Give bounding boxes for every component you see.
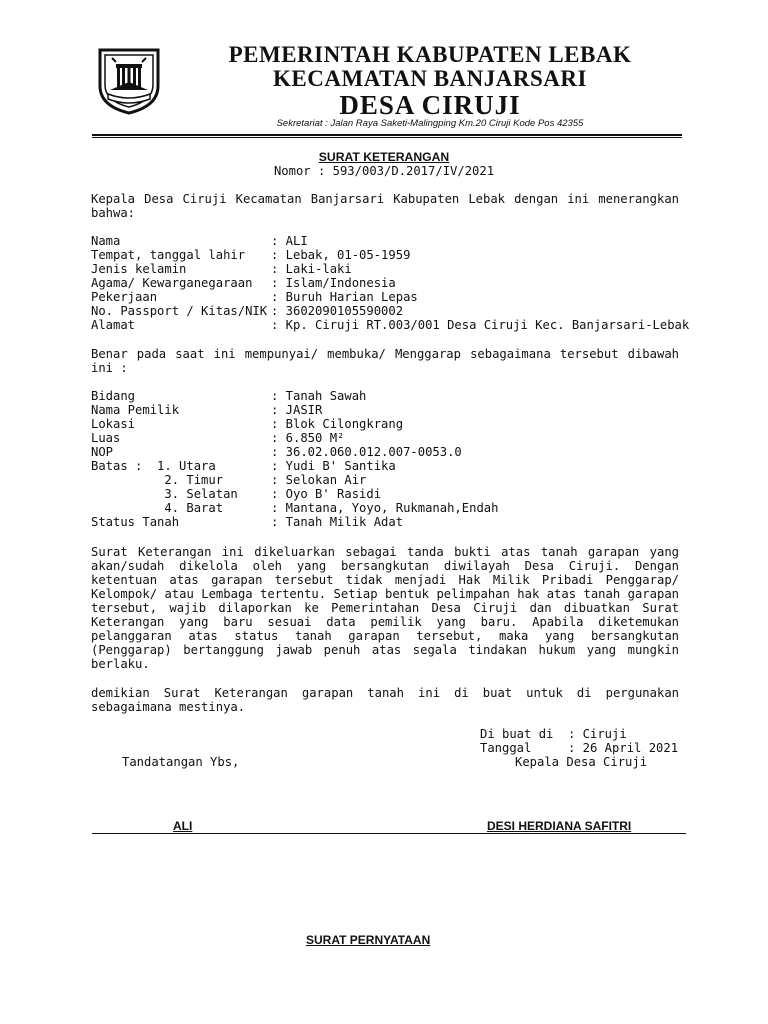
signer-left-caption: Tandatangan Ybs, <box>122 755 240 769</box>
land-row <box>91 501 691 515</box>
header-line-2: KECAMATAN BANJARSARI <box>273 66 587 91</box>
land-row <box>91 459 691 473</box>
identity-row <box>91 248 691 262</box>
land-row <box>91 487 691 501</box>
intro-paragraph: Kepala Desa Ciruji Kecamatan Banjarsari Kabupaten Lebak dengan ini menerangkan bahwa: <box>91 192 679 220</box>
identity-row <box>91 276 691 290</box>
row-value: : Tanah Sawah <box>271 389 367 403</box>
identity-row <box>91 290 691 304</box>
row-label: NOP <box>91 445 114 459</box>
date-label: Tanggal <box>480 741 532 755</box>
row-value: : Kp. Ciruji RT.003/001 Desa Ciruji Kec. Banjarsari-Lebak <box>271 318 690 332</box>
header-rule <box>92 134 682 136</box>
header-rule-thin <box>92 137 682 138</box>
row-label: Nama Pemilik <box>91 403 180 417</box>
row-label: Status Tanah <box>91 515 180 529</box>
row-label: No. Passport / Kitas/NIK <box>91 304 268 318</box>
header-line-3: DESA CIRUJI <box>339 90 521 120</box>
row-value: : Laki-laki <box>271 262 352 276</box>
land-row <box>91 515 691 529</box>
place-value: : Ciruji <box>568 727 627 741</box>
row-value: : Yudi B' Santika <box>271 459 396 473</box>
row-label: Tempat, tanggal lahir <box>91 248 246 262</box>
signer-left-name: ALI <box>173 819 193 833</box>
row-label: Alamat <box>91 318 136 332</box>
row-value: : Buruh Harian Lepas <box>271 290 418 304</box>
secretariat-address: Sekretariat : Jalan Raya Saketi-Malingping Km.20 Ciruji Kode Pos 42355 <box>276 118 584 129</box>
row-label: Lokasi <box>91 417 136 431</box>
row-label: Luas <box>91 431 121 445</box>
document-title: SURAT KETERANGAN <box>318 150 450 164</box>
header-line-1: PEMERINTAH KABUPATEN LEBAK <box>228 42 632 67</box>
document-number: Nomor : 593/003/D.2017/IV/2021 <box>273 164 495 178</box>
official-title: Kepala Desa Ciruji <box>515 755 648 769</box>
row-label: Bidang <box>91 389 136 403</box>
place-label: Di buat di <box>480 727 554 741</box>
row-value: : Lebak, 01-05-1959 <box>271 248 411 262</box>
row-label: 4. Barat <box>91 501 224 515</box>
row-label: 2. Timur <box>91 473 224 487</box>
land-row <box>91 417 691 431</box>
row-value: : Mantana, Yoyo, Rukmanah,Endah <box>271 501 499 515</box>
row-label: 3. Selatan <box>91 487 238 501</box>
row-label: Agama/ Kewarganegaraan <box>91 276 253 290</box>
land-row <box>91 445 691 459</box>
land-row <box>91 403 691 417</box>
date-value: : 26 April 2021 <box>568 741 679 755</box>
signer-right-name: DESI HERDIANA SAFITRI <box>487 819 632 833</box>
row-value: : Islam/Indonesia <box>271 276 396 290</box>
regency-emblem-logo <box>94 46 164 116</box>
row-value: : Selokan Air <box>271 473 367 487</box>
row-label: Batas : 1. Utara <box>91 459 216 473</box>
row-value: : 36.02.060.012.007-0053.0 <box>271 445 462 459</box>
row-value: : 6.850 M² <box>271 431 345 445</box>
identity-row <box>91 234 691 248</box>
row-value: : Tanah Milik Adat <box>271 515 404 529</box>
row-value: : Oyo B' Rasidi <box>271 487 382 501</box>
row-value: : Blok Cilongkrang <box>271 417 404 431</box>
row-value: : JASIR <box>271 403 323 417</box>
identity-row <box>91 318 691 332</box>
land-row <box>91 473 691 487</box>
row-value: : 3602090105590002 <box>271 304 404 318</box>
identity-row <box>91 304 691 318</box>
statement-paragraph: Benar pada saat ini mempunyai/ membuka/ Menggarap sebagaimana tersebut dibawah ini : <box>91 347 679 375</box>
next-document-title: SURAT PERNYATAAN <box>306 933 431 947</box>
row-label: Pekerjaan <box>91 290 158 304</box>
row-label: Jenis kelamin <box>91 262 187 276</box>
signature-rule <box>92 833 686 834</box>
row-label: Nama <box>91 234 121 248</box>
land-row <box>91 389 691 403</box>
land-row <box>91 431 691 445</box>
row-value: : ALI <box>271 234 308 248</box>
closing-paragraph: demikian Surat Keterangan garapan tanah ini di buat untuk di pergunakan sebagaimana mestinya. <box>91 686 679 714</box>
body-paragraph: Surat Keterangan ini dikeluarkan sebagai tanda bukti atas tanah garapan yang akan/sudah dikelola oleh yang bersangkutan diwilayah Desa Ciruji. Dengan ketentuan atas garapan tersebut tidak menjadi Hak Milik Pribadi Penggarap/ Kelompok/ atau Lembaga tertentu. Setiap bentuk pelimpahan hak atas tanah garapan tersebut, wajib dilaporkan ke Pemerintahan Desa Ciruji dan dibuatkan Surat Keterangan yang baru sesuai data pemilik yang baru. Apabila diketemukan pelanggaran atas status tanah garapan tersebut, maka yang bersangkutan (Penggarap) bertanggung jawab penuh atas segala tindakan hukum yang mungkin berlaku. <box>91 545 679 671</box>
identity-row <box>91 262 691 276</box>
